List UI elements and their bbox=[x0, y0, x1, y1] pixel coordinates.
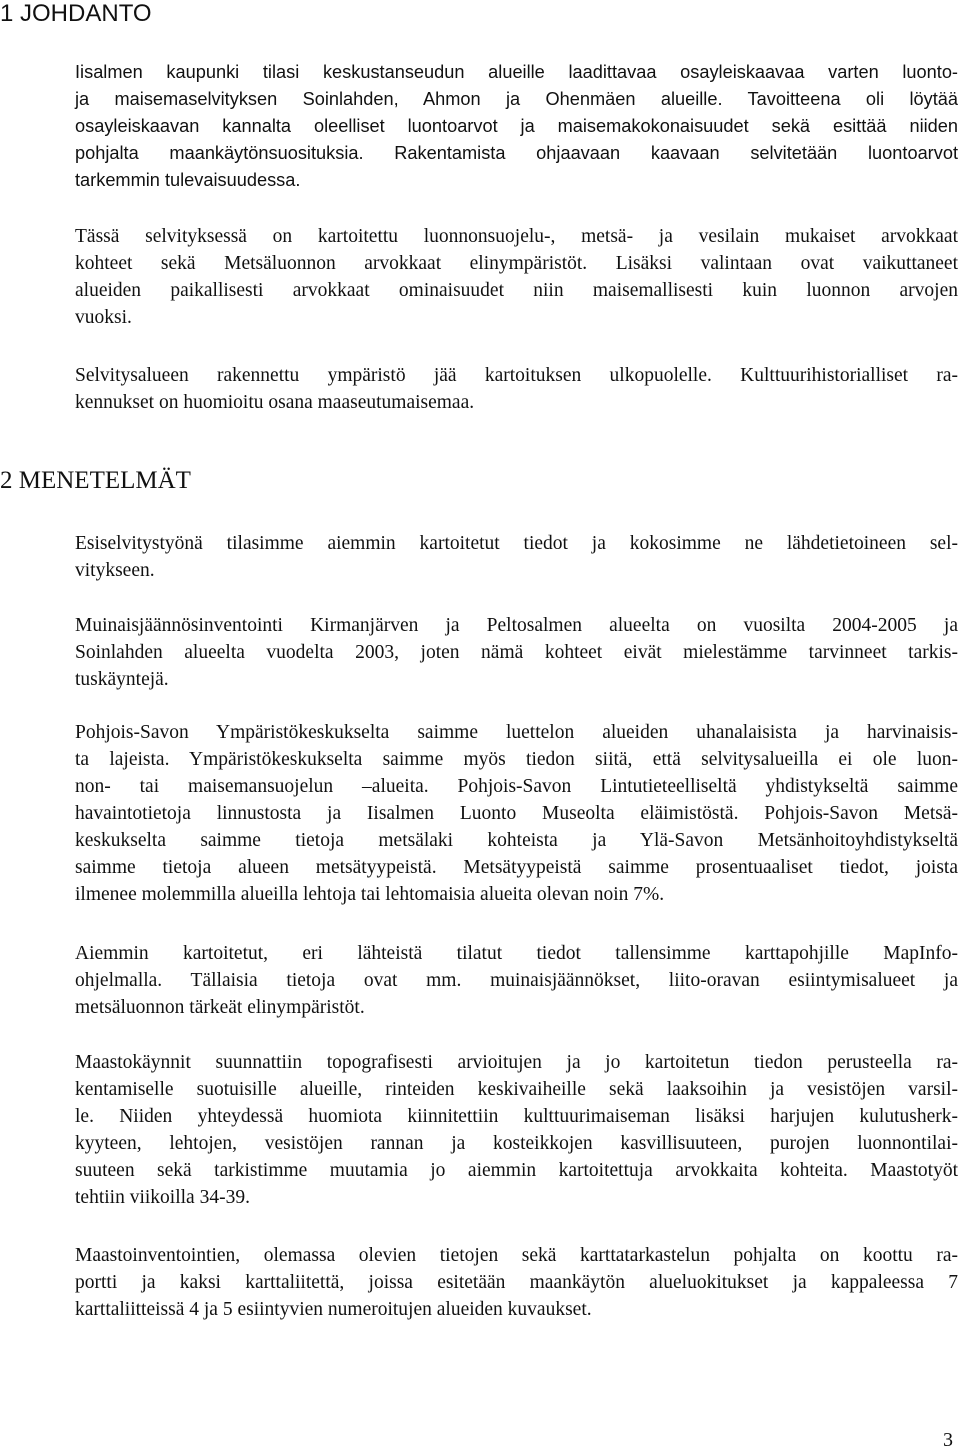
text-line: portti ja kaksi karttaliitettä, joissa esitetään maankäytön alueluokitukset ja kappaleessa 7 bbox=[75, 1272, 958, 1293]
text-line: Aiemmin kartoitetut, eri lähteistä tilatut tiedot tallensimme karttapohjille MapInfo- bbox=[75, 943, 958, 964]
text-line: vitykseen. bbox=[75, 560, 155, 581]
text-line: Maastokäynnit suunnattiin topografisesti arvioitujen ja jo kartoitetun tiedon perusteella ra- bbox=[75, 1052, 958, 1073]
text-line: Muinaisjäännösinventointi Kirmanjärven ja Peltosalmen alueelta on vuosilta 2004-2005 ja bbox=[75, 615, 958, 636]
paragraph-report bbox=[75, 1242, 958, 1323]
paragraph-fieldwork bbox=[75, 1049, 958, 1211]
text-line: osayleiskaavan kannalta oleelliset luontoarvot ja maisemakokonaisuudet sekä esittää niiden bbox=[75, 116, 958, 136]
text-line: alueiden paikallisesti arvokkaat ominaisuudet niin maisemallisesti kuin luonnon arvojen bbox=[75, 280, 958, 301]
text-line: metsäluonnon tärkeät elinympäristöt. bbox=[75, 997, 365, 1018]
text-line: ta lajeista. Ympäristökeskukselta saimme myös tiedon siitä, että selvitysalueilla ei ole luon- bbox=[75, 749, 958, 770]
paragraph-scope bbox=[75, 223, 958, 331]
text-line: vuoksi. bbox=[75, 307, 132, 328]
text-line: karttaliitteissä 4 ja 5 esiintyvien numeroitujen alueiden kuvaukset. bbox=[75, 1299, 592, 1320]
text-line: Soinlahden alueelta vuodelta 2003, joten nämä kohteet eivät mielestämme tarvinneet tarkis- bbox=[75, 642, 958, 663]
text-line: havaintotietoja linnustosta ja Iisalmen Luonto Museolta eläimistöstä. Pohjois-Savon Metsä- bbox=[75, 803, 958, 824]
paragraph-ancient-relics bbox=[75, 612, 958, 693]
text-line: suuteen sekä tarkistimme muutamia jo aiemmin kartoitettuja arvokkaita kohteita. Maastotyöt bbox=[75, 1160, 958, 1181]
text-line: keskukselta saimme tietoja metsälaki kohteista ja Ylä-Savon Metsänhoitoyhdistykseltä bbox=[75, 830, 958, 851]
paragraph-intro bbox=[75, 59, 958, 194]
text-line: kentamiselle suotuisille alueille, rinteiden keskivaiheille sekä laaksoihin ja vesistöjen varsil- bbox=[75, 1079, 958, 1100]
text-line: kennukset on huomioitu osana maaseutumaisemaa. bbox=[75, 392, 475, 413]
section-heading-menetelmat: 2 MENETELMÄT bbox=[0, 467, 191, 494]
text-line: kyyteen, lehtojen, vesistöjen rannan ja kosteikkojen kasvillisuuteen, purojen luonnontilai- bbox=[75, 1133, 958, 1154]
text-line: tehtiin viikoilla 34-39. bbox=[75, 1187, 250, 1208]
text-line: pohjalta maankäytönsuosituksia. Rakentamista ohjaavaan kaavaan selvitetään luontoarvot bbox=[75, 143, 958, 163]
text-line: Esiselvitystyönä tilasimme aiemmin kartoitetut tiedot ja kokosimme ne lähdetietoineen sel- bbox=[75, 533, 958, 554]
text-line: Pohjois-Savon Ympäristökeskukselta saimme luettelon alueiden uhanalaisista ja harvinaisis- bbox=[75, 722, 958, 743]
text-line: tuskäyntejä. bbox=[75, 669, 169, 690]
paragraph-preliminary bbox=[75, 530, 958, 584]
text-line: saimme tietoja alueen metsätyypeistä. Metsätyypeistä saimme prosentuaaliset tiedot, joista bbox=[75, 857, 958, 878]
text-line: le. Niiden yhteydessä huomiota kiinnitettiin kulttuurimaiseman lisäksi harjujen kulutusherk- bbox=[75, 1106, 958, 1127]
text-line: kohteet sekä Metsäluonnon arvokkaat elinympäristöt. Lisäksi valintaan ovat vaikuttaneet bbox=[75, 253, 958, 274]
text-line: tarkemmin tulevaisuudessa. bbox=[75, 170, 301, 190]
text-line: ja maisemaselvityksen Soinlahden, Ahmon ja Ohenmäen alueille. Tavoitteena oli löytää bbox=[75, 89, 958, 109]
text-line: ilmenee molemmilla alueilla lehtoja tai lehtomaisia alueita olevan noin 7%. bbox=[75, 884, 665, 905]
text-line: Maastoinventointien, olemassa olevien tietojen sekä karttatarkastelun pohjalta on koottu ra- bbox=[75, 1245, 958, 1266]
paragraph-sources bbox=[75, 719, 958, 908]
text-line: non- tai maisemansuojelun –alueita. Pohjois-Savon Lintutieteelliseltä yhdistykseltä saimme bbox=[75, 776, 958, 797]
text-line: ohjelmalla. Tällaisia tietoja ovat mm. muinaisjäännökset, liito-oravan esiintymisalueet ja bbox=[75, 970, 958, 991]
paragraph-mapinfo bbox=[75, 940, 958, 1021]
text-line: Selvitysalueen rakennettu ympäristö jää kartoituksen ulkopuolelle. Kulttuurihistorialliset ra- bbox=[75, 365, 958, 386]
paragraph-built-environment bbox=[75, 362, 958, 416]
text-line: Iisalmen kaupunki tilasi keskustanseudun alueille laadittavaa osayleiskaavaa varten luonto- bbox=[75, 62, 958, 82]
section-heading-johdanto: 1 JOHDANTO bbox=[0, 0, 152, 27]
page-number: 3 bbox=[943, 1429, 953, 1451]
text-line: Tässä selvityksessä on kartoitettu luonnonsuojelu-, metsä- ja vesilain mukaiset arvokkaat bbox=[75, 226, 958, 247]
